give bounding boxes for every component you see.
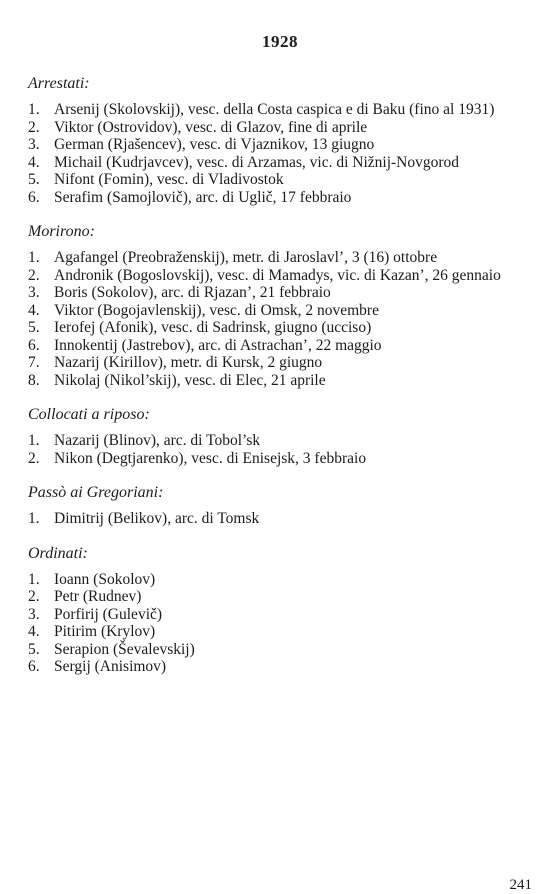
list-item — [28, 101, 528, 119]
entry-number: 5. — [28, 640, 40, 658]
entry-number: 2. — [28, 588, 40, 605]
list-item — [28, 154, 528, 172]
list-item — [28, 119, 528, 137]
section-title: Ordinati: — [28, 544, 88, 562]
list-item — [28, 588, 528, 606]
entry-number: 7. — [28, 354, 40, 371]
entry-number: 3. — [28, 136, 40, 153]
list-item — [28, 337, 528, 355]
list-item — [28, 284, 528, 302]
list-item — [28, 510, 528, 528]
entry-number: 8. — [28, 371, 40, 389]
entry-text: Nazarij (Kirillov), metr. di Kursk, 2 giugno — [54, 354, 323, 371]
list-item — [28, 372, 528, 390]
entry-number: 6. — [28, 336, 40, 354]
list-item — [28, 171, 528, 189]
list-item — [28, 267, 528, 285]
entry-text: Viktor (Bogojavlenskij), vesc. di Omsk, 2 novembre — [54, 301, 379, 319]
entry-text: Petr (Rudnev) — [54, 588, 142, 605]
entry-text: Nikolaj (Nikol’skij), vesc. di Elec, 21 aprile — [54, 371, 326, 389]
entry-text: Dimitrij (Belikov), arc. di Tomsk — [54, 510, 260, 527]
list-item — [28, 302, 528, 320]
page-content — [28, 74, 528, 692]
list-item — [28, 354, 528, 372]
entry-text: Nikon (Degtjarenko), vesc. di Enisejsk, 3 febbraio — [54, 449, 367, 467]
entry-text: Agafangel (Preobraženskij), metr. di Jaroslavl’, 3 (16) ottobre — [54, 249, 438, 266]
entry-list — [28, 249, 528, 389]
entry-text: German (Rjašencev), vesc. di Vjaznikov, 13 giugno — [54, 136, 375, 153]
section-morirono — [28, 222, 528, 389]
list-item — [28, 658, 528, 676]
entry-number: 6. — [28, 658, 40, 675]
entry-list — [28, 432, 528, 467]
entry-number: 5. — [28, 171, 40, 188]
entry-text: Sergij (Anisimov) — [54, 658, 167, 675]
section-title: Morirono: — [28, 223, 95, 240]
entry-number: 2. — [28, 118, 40, 136]
entry-text: Serafim (Samojlovič), arc. di Uglič, 17 febbraio — [54, 188, 352, 206]
list-item — [28, 432, 528, 450]
list-item — [28, 450, 528, 468]
section-title: Passò ai Gregoriani: — [28, 484, 164, 501]
list-item — [28, 319, 528, 337]
entry-text: Nazarij (Blinov), arc. di Tobol’sk — [54, 432, 261, 449]
entry-text: Ioann (Sokolov) — [54, 570, 156, 588]
entry-number: 1. — [28, 570, 40, 588]
entry-number: 1. — [28, 101, 40, 118]
entry-number: 1. — [28, 249, 40, 266]
entry-text: Andronik (Bogoslovskij), vesc. di Mamadys, vic. di Kazan’, 26 gennaio — [54, 266, 501, 284]
entry-number: 3. — [28, 605, 40, 623]
entry-number: 1. — [28, 510, 40, 527]
entry-text: Michail (Kudrjavcev), vesc. di Arzamas, vic. di Nižnij-Novgorod — [54, 153, 460, 171]
section-collocati-a-riposo — [28, 405, 528, 467]
entry-list — [28, 510, 528, 528]
entry-text: Nifont (Fomin), vesc. di Vladivostok — [54, 171, 284, 188]
entry-number: 2. — [28, 266, 40, 284]
entry-number: 1. — [28, 432, 40, 449]
section-arrestati — [28, 74, 528, 206]
section-title: Arrestati: — [28, 75, 90, 92]
entry-number: 3. — [28, 284, 40, 301]
entry-number: 5. — [28, 319, 40, 336]
list-item — [28, 571, 528, 589]
entry-number: 6. — [28, 188, 40, 206]
entry-number: 4. — [28, 153, 40, 171]
page-title-year: 1928 — [262, 32, 298, 51]
entry-list — [28, 101, 528, 206]
entry-text: Boris (Sokolov), arc. di Rjazan’, 21 febbraio — [54, 284, 331, 301]
entry-text: Viktor (Ostrovidov), vesc. di Glazov, fine di aprile — [54, 118, 368, 136]
list-item — [28, 606, 528, 624]
list-item — [28, 641, 528, 659]
entry-text: Arsenij (Skolovskij), vesc. della Costa caspica e di Baku (fino al 1931) — [54, 101, 495, 118]
section-ordinati — [28, 544, 528, 676]
page-number: 241 — [509, 877, 532, 893]
section-passo-ai-gregoriani — [28, 483, 528, 528]
entry-list — [28, 571, 528, 676]
entry-text: Porfirij (Gulevič) — [54, 605, 163, 623]
list-item — [28, 189, 528, 207]
entry-text: Ierofej (Afonik), vesc. di Sadrinsk, giugno (ucciso) — [54, 319, 372, 336]
list-item — [28, 249, 528, 267]
section-title: Collocati a riposo: — [28, 406, 150, 423]
entry-text: Pitirim (Krylov) — [54, 623, 156, 640]
entry-number: 2. — [28, 449, 40, 467]
entry-number: 4. — [28, 623, 40, 640]
list-item — [28, 623, 528, 641]
entry-number: 4. — [28, 301, 40, 319]
entry-text: Serapion (Ševalevskij) — [54, 640, 195, 658]
entry-text: Innokentij (Jastrebov), arc. di Astrachan’, 22 maggio — [54, 336, 382, 354]
list-item — [28, 136, 528, 154]
